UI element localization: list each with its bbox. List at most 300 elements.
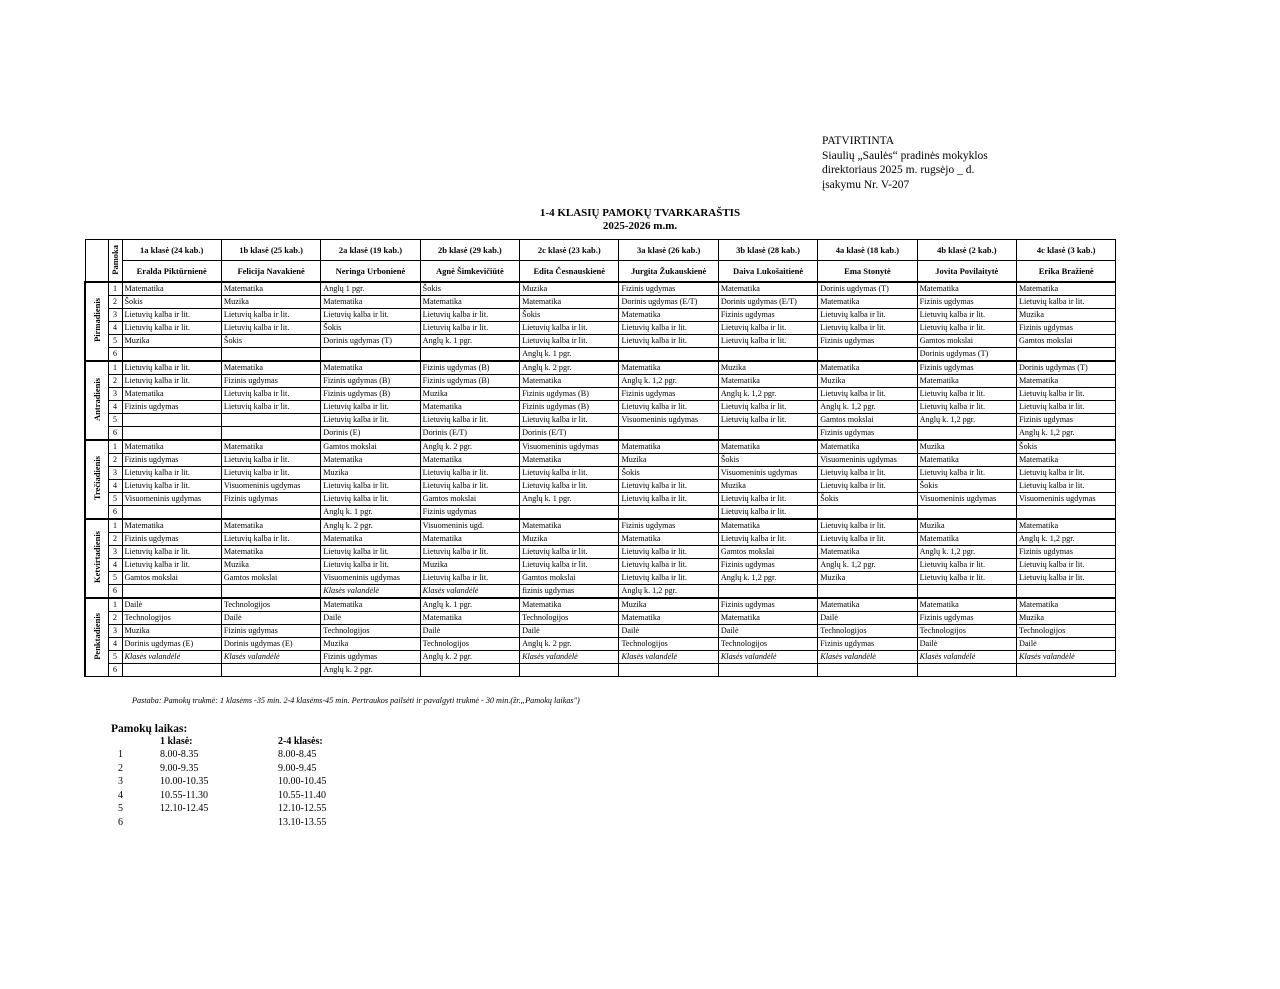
school-year: 2025-2026 m.m. (602, 220, 678, 232)
lesson-number: 3 (108, 309, 122, 322)
lesson-time-grade2-4: 13.10-13.55 (278, 816, 327, 828)
lesson-row (85, 454, 1116, 467)
subject-cell: Matematika (718, 375, 817, 388)
teacher-name: Erika Bražienė (1017, 261, 1116, 283)
subject-cell: Gamtos mokslai (718, 546, 817, 559)
subject-cell: Dorinis ugdymas (T) (818, 282, 917, 296)
lesson-times-title: Pamokų laikas: (111, 723, 188, 735)
subject-cell: Lietuvių kalba ir lit. (321, 493, 420, 506)
subject-cell: Šokis (520, 309, 619, 322)
subject-cell: Lietuvių kalba ir lit. (718, 493, 817, 506)
subject-cell: Dorinis (E) (321, 427, 420, 441)
subject-cell (718, 664, 817, 677)
subject-cell: Lietuvių kalba ir lit. (420, 572, 519, 585)
lesson-row (85, 493, 1116, 506)
subject-cell: Matematika (321, 454, 420, 467)
subject-cell: Šokis (122, 296, 221, 309)
lesson-number: 1 (108, 282, 122, 296)
subject-cell: Matematika (917, 598, 1016, 612)
subject-cell: Anglų k. 1,2 pgr. (917, 414, 1016, 427)
lesson-row (85, 480, 1116, 493)
subject-cell (619, 664, 718, 677)
lesson-number: 5 (108, 651, 122, 664)
subject-cell: Visuomeninis ugdymas (122, 493, 221, 506)
lesson-row (85, 296, 1116, 309)
subject-cell (718, 585, 817, 599)
class-header: 3a klasė (26 kab.) (619, 240, 718, 261)
subject-cell: Visuomeninis ugdymas (917, 493, 1016, 506)
subject-cell (718, 427, 817, 441)
subject-cell: Šokis (1017, 440, 1116, 454)
subject-cell: Fizinis ugdymas (718, 309, 817, 322)
lesson-time-row (110, 776, 358, 790)
times-header-grade2-4: 2-4 klasės: (278, 735, 323, 747)
day-header-corner (85, 240, 108, 283)
lesson-row (85, 625, 1116, 638)
lesson-time-row (110, 789, 358, 803)
subject-cell: Klasės valandėlė (321, 585, 420, 599)
subject-cell: Technologijos (619, 638, 718, 651)
subject-cell: Matematika (818, 296, 917, 309)
subject-cell (221, 414, 320, 427)
subject-cell: Lietuvių kalba ir lit. (917, 388, 1016, 401)
subject-cell: Matematika (818, 546, 917, 559)
subject-cell: Muzika (321, 467, 420, 480)
subject-cell: Klasės valandėlė (1017, 651, 1116, 664)
subject-cell: Klasės valandėlė (619, 651, 718, 664)
subject-cell: Lietuvių kalba ir lit. (1017, 480, 1116, 493)
subject-cell: Technologijos (122, 612, 221, 625)
subject-cell: Dailė (1017, 638, 1116, 651)
lesson-number: 4 (108, 559, 122, 572)
subject-cell: Matematika (917, 454, 1016, 467)
subject-cell: Dailė (718, 625, 817, 638)
subject-cell: Gamtos mokslai (321, 440, 420, 454)
subject-cell: Gamtos mokslai (1017, 335, 1116, 348)
subject-cell: Klasės valandėlė (520, 651, 619, 664)
subject-cell: Lietuvių kalba ir lit. (520, 546, 619, 559)
subject-cell (122, 664, 221, 677)
lesson-time-row (110, 762, 358, 776)
subject-cell: Fizinis ugdymas (122, 533, 221, 546)
subject-cell: Dailė (818, 612, 917, 625)
subject-cell: Lietuvių kalba ir lit. (420, 322, 519, 335)
subject-cell: Lietuvių kalba ir lit. (122, 322, 221, 335)
day-name: Ketvirtadienis (91, 531, 102, 583)
subject-cell: Matematika (221, 440, 320, 454)
subject-cell: Anglų k. 1,2 pgr. (917, 546, 1016, 559)
class-header: 4b klasė (2 kab.) (917, 240, 1016, 261)
lesson-time-number: 3 (118, 776, 123, 788)
subject-cell: Šokis (818, 493, 917, 506)
subject-cell: Muzika (122, 335, 221, 348)
lesson-number-label: Pamoka (110, 244, 120, 275)
subject-cell: Lietuvių kalba ir lit. (520, 335, 619, 348)
lesson-row (85, 546, 1116, 559)
subject-cell: Lietuvių kalba ir lit. (917, 467, 1016, 480)
lesson-time-grade1: 8.00-8.35 (160, 749, 199, 761)
class-header: 2a klasė (19 kab.) (321, 240, 420, 261)
subject-cell: Dorinis ugdymas (T) (1017, 361, 1116, 375)
teacher-name: Ema Stonytė (818, 261, 917, 283)
subject-cell: Matematika (619, 309, 718, 322)
subject-cell: Matematika (1017, 282, 1116, 296)
approval-line: direktoriaus 2025 m. rugsėjo _ d. (822, 164, 975, 177)
subject-cell (917, 664, 1016, 677)
subject-cell (1017, 664, 1116, 677)
timetable (84, 239, 1116, 677)
subject-cell: Lietuvių kalba ir lit. (420, 309, 519, 322)
subject-cell: Matematika (321, 361, 420, 375)
subject-cell: Matematika (1017, 454, 1116, 467)
subject-cell: Lietuvių kalba ir lit. (917, 572, 1016, 585)
subject-cell: Matematika (818, 361, 917, 375)
lesson-row (85, 559, 1116, 572)
lesson-times-table (110, 735, 358, 830)
subject-cell: Lietuvių kalba ir lit. (1017, 296, 1116, 309)
subject-cell: Klasės valandėlė (917, 651, 1016, 664)
subject-cell: Muzika (520, 533, 619, 546)
subject-cell: Dailė (420, 625, 519, 638)
subject-cell: Klasės valandėlė (221, 651, 320, 664)
subject-cell: Muzika (718, 480, 817, 493)
subject-cell: Dorinis ugdymas (E/T) (718, 296, 817, 309)
subject-cell: Lietuvių kalba ir lit. (520, 559, 619, 572)
subject-cell: Matematika (420, 454, 519, 467)
subject-cell: Muzika (818, 572, 917, 585)
subject-cell: Šokis (619, 467, 718, 480)
subject-cell (1017, 506, 1116, 520)
subject-cell: Lietuvių kalba ir lit. (520, 480, 619, 493)
subject-cell (221, 664, 320, 677)
footnote: Pastaba: Pamokų trukmė: 1 klasėms -35 min. 2-4 klasėms-45 min. Pertraukos pailsėti ir pavalgyti trukmė - 30 min.(žr.„Pamokų laikas") (132, 696, 580, 705)
subject-cell: Fizinis ugdymas (122, 401, 221, 414)
subject-cell: Visuomeninis ugdymas (221, 480, 320, 493)
subject-cell: Anglų 1 pgr. (321, 282, 420, 296)
subject-cell: Anglų k. 2 pgr. (420, 440, 519, 454)
subject-cell: Visuomeninis ugdymas (718, 467, 817, 480)
subject-cell: Anglų k. 2 pgr. (420, 651, 519, 664)
lesson-number: 6 (108, 585, 122, 599)
subject-cell: Matematika (520, 296, 619, 309)
lesson-time-row (110, 803, 358, 817)
subject-cell: Šokis (917, 480, 1016, 493)
subject-cell: Anglų k. 1,2 pgr. (1017, 427, 1116, 441)
subject-cell: Lietuvių kalba ir lit. (420, 546, 519, 559)
teacher-name: Edita Česnauskienė (520, 261, 619, 283)
subject-cell: Matematika (122, 440, 221, 454)
lesson-time-grade1: 9.00-9.35 (160, 762, 199, 774)
class-header: 2b klasė (29 kab.) (420, 240, 519, 261)
lesson-row (85, 401, 1116, 414)
lesson-number: 2 (108, 454, 122, 467)
subject-cell: Lietuvių kalba ir lit. (420, 480, 519, 493)
lesson-row (85, 309, 1116, 322)
subject-cell: Matematika (718, 282, 817, 296)
subject-cell: Lietuvių kalba ir lit. (122, 559, 221, 572)
day-label-cell (85, 282, 108, 361)
subject-cell: Matematika (818, 440, 917, 454)
subject-cell (818, 664, 917, 677)
subject-cell: Technologijos (718, 638, 817, 651)
subject-cell (122, 348, 221, 362)
subject-cell: Lietuvių kalba ir lit. (420, 467, 519, 480)
subject-cell: Visuomeninis ugd. (420, 519, 519, 533)
lesson-row (85, 427, 1116, 441)
subject-cell: Lietuvių kalba ir lit. (321, 414, 420, 427)
subject-cell: Gamtos mokslai (917, 335, 1016, 348)
subject-cell: Lietuvių kalba ir lit. (718, 322, 817, 335)
subject-cell: Dorinis ugdymas (E/T) (619, 296, 718, 309)
subject-cell: Lietuvių kalba ir lit. (221, 454, 320, 467)
subject-cell: Lietuvių kalba ir lit. (818, 467, 917, 480)
subject-cell (1017, 585, 1116, 599)
subject-cell: Fizinis ugdymas (221, 625, 320, 638)
times-header-grade1: 1 klasė: (160, 735, 193, 747)
subject-cell (221, 506, 320, 520)
lesson-time-grade2-4: 10.55-11.40 (278, 789, 326, 801)
day-label-cell (85, 361, 108, 440)
subject-cell: Anglų k. 1 pgr. (420, 598, 519, 612)
subject-cell (917, 585, 1016, 599)
subject-cell: Anglų k. 2 pgr. (321, 664, 420, 677)
lesson-number: 1 (108, 598, 122, 612)
lesson-time-grade1: 10.55-11.30 (160, 789, 208, 801)
subject-cell: Fizinis ugdymas (619, 388, 718, 401)
subject-cell: Matematika (917, 282, 1016, 296)
class-header: 4c klasė (3 kab.) (1017, 240, 1116, 261)
subject-cell: Matematika (420, 612, 519, 625)
lesson-time-number: 4 (118, 789, 123, 801)
subject-cell: Anglų k. 1,2 pgr. (718, 572, 817, 585)
subject-cell: Fizinis ugdymas (321, 651, 420, 664)
subject-cell: Lietuvių kalba ir lit. (520, 467, 619, 480)
lesson-number: 6 (108, 664, 122, 677)
subject-cell: Matematika (221, 519, 320, 533)
subject-cell: Fizinis ugdymas (1017, 322, 1116, 335)
lesson-time-grade2-4: 12.10-12.55 (278, 803, 327, 815)
subject-cell: Lietuvių kalba ir lit. (520, 414, 619, 427)
subject-cell: Klasės valandėlė (420, 585, 519, 599)
subject-cell: Matematika (917, 533, 1016, 546)
subject-cell: Dailė (917, 638, 1016, 651)
teacher-name: Agnė Šimkevičiūtė (420, 261, 519, 283)
subject-cell: Gamtos mokslai (221, 572, 320, 585)
subject-cell: Lietuvių kalba ir lit. (917, 309, 1016, 322)
subject-cell: Fizinis ugdymas (B) (420, 375, 519, 388)
subject-cell: Matematika (420, 296, 519, 309)
subject-cell: Lietuvių kalba ir lit. (122, 309, 221, 322)
subject-cell (122, 506, 221, 520)
lesson-row (85, 572, 1116, 585)
lesson-row (85, 612, 1116, 625)
lesson-number: 3 (108, 546, 122, 559)
subject-cell: Fizinis ugdymas (122, 454, 221, 467)
subject-cell: Lietuvių kalba ir lit. (221, 309, 320, 322)
subject-cell: Šokis (321, 322, 420, 335)
subject-cell: Lietuvių kalba ir lit. (917, 322, 1016, 335)
subject-cell (420, 348, 519, 362)
subject-cell: Lietuvių kalba ir lit. (619, 401, 718, 414)
subject-cell: Matematika (520, 375, 619, 388)
subject-cell: Anglų k. 1,2 pgr. (619, 585, 718, 599)
approval-block (822, 134, 988, 192)
subject-cell: Technologijos (818, 625, 917, 638)
subject-cell: Matematika (520, 519, 619, 533)
subject-cell: Fizinis ugdymas (718, 598, 817, 612)
subject-cell: Klasės valandėlė (718, 651, 817, 664)
subject-cell: Fizinis ugdymas (B) (321, 375, 420, 388)
class-header: 1b klasė (25 kab.) (221, 240, 320, 261)
lesson-number: 6 (108, 506, 122, 520)
subject-cell: Fizinis ugdymas (B) (520, 401, 619, 414)
subject-cell: Lietuvių kalba ir lit. (818, 322, 917, 335)
subject-cell: Lietuvių kalba ir lit. (818, 309, 917, 322)
subject-cell: Lietuvių kalba ir lit. (619, 335, 718, 348)
lesson-number: 3 (108, 388, 122, 401)
subject-cell (122, 414, 221, 427)
subject-cell: Dorinis ugdymas (T) (321, 335, 420, 348)
subject-cell: Dorinis (E/T) (420, 427, 519, 441)
subject-cell: Muzika (221, 296, 320, 309)
subject-cell: Lietuvių kalba ir lit. (221, 322, 320, 335)
subject-cell: Matematika (321, 598, 420, 612)
lesson-row (85, 348, 1116, 362)
lesson-time-row (110, 749, 358, 763)
subject-cell: Dailė (520, 625, 619, 638)
subject-cell (520, 506, 619, 520)
subject-cell: Lietuvių kalba ir lit. (1017, 388, 1116, 401)
subject-cell: Fizinis ugdymas (420, 506, 519, 520)
subject-cell: Lietuvių kalba ir lit. (221, 388, 320, 401)
lesson-time-row (110, 816, 358, 830)
title-line: 1-4 KLASIŲ PAMOKŲ TVARKARAŠTIS (539, 207, 741, 219)
subject-cell: Lietuvių kalba ir lit. (1017, 572, 1116, 585)
teacher-name: Daiva Lukošaitienė (718, 261, 817, 283)
subject-cell: Dorinis ugdymas (E) (122, 638, 221, 651)
lesson-time-grade1: 12.10-12.45 (160, 803, 209, 815)
lesson-number: 6 (108, 427, 122, 441)
subject-cell: Muzika (718, 361, 817, 375)
subject-cell: Dorinis ugdymas (E) (221, 638, 320, 651)
lesson-row (85, 664, 1116, 677)
subject-cell: Lietuvių kalba ir lit. (718, 414, 817, 427)
subject-cell: Fizinis ugdymas (818, 427, 917, 441)
subject-cell: Lietuvių kalba ir lit. (619, 572, 718, 585)
subject-cell: Gamtos mokslai (122, 572, 221, 585)
subject-cell: Dorinis (E/T) (520, 427, 619, 441)
lesson-number: 4 (108, 638, 122, 651)
subject-cell: Matematika (917, 375, 1016, 388)
subject-cell: Anglų k. 1 pgr. (520, 348, 619, 362)
subject-cell: Muzika (619, 598, 718, 612)
approval-line: Siaulių „Saulės“ pradinės mokyklos (822, 149, 988, 162)
lesson-number: 1 (108, 440, 122, 454)
subject-cell: Fizinis ugdymas (1017, 546, 1116, 559)
subject-cell: Matematika (420, 533, 519, 546)
subject-cell: Fizinis ugdymas (818, 638, 917, 651)
subject-cell: Anglų k. 1,2 pgr. (1017, 533, 1116, 546)
subject-cell: Technologijos (1017, 625, 1116, 638)
lesson-row (85, 361, 1116, 375)
lesson-number: 5 (108, 335, 122, 348)
subject-cell: Lietuvių kalba ir lit. (619, 493, 718, 506)
subject-cell: Fizinis ugdymas (221, 375, 320, 388)
subject-cell: Matematika (1017, 375, 1116, 388)
subject-cell: Fizinis ugdymas (619, 519, 718, 533)
lesson-time-number: 5 (118, 803, 123, 815)
subject-cell: Matematika (619, 361, 718, 375)
lesson-number: 5 (108, 572, 122, 585)
subject-cell: Fizinis ugdymas (718, 559, 817, 572)
lesson-number: 4 (108, 322, 122, 335)
lesson-time-grade1 (160, 816, 278, 830)
subject-cell: Anglų k. 2 pgr. (520, 361, 619, 375)
subject-cell (321, 348, 420, 362)
subject-cell (818, 506, 917, 520)
lesson-number: 4 (108, 401, 122, 414)
subject-cell: Lietuvių kalba ir lit. (122, 480, 221, 493)
subject-cell: Gamtos mokslai (520, 572, 619, 585)
subject-cell: Fizinis ugdymas (619, 282, 718, 296)
subject-cell (917, 427, 1016, 441)
lesson-time-number: 1 (118, 749, 123, 761)
subject-cell: Klasės valandėlė (818, 651, 917, 664)
subject-cell: Fizinis ugdymas (B) (520, 388, 619, 401)
lesson-row (85, 335, 1116, 348)
subject-cell: Fizinis ugdymas (221, 493, 320, 506)
subject-cell: Lietuvių kalba ir lit. (1017, 467, 1116, 480)
subject-cell: Lietuvių kalba ir lit. (619, 480, 718, 493)
subject-cell: Matematika (718, 519, 817, 533)
subject-cell (1017, 348, 1116, 362)
subject-cell: Anglų k. 1,2 pgr. (818, 401, 917, 414)
subject-cell: Lietuvių kalba ir lit. (1017, 401, 1116, 414)
subject-cell: Lietuvių kalba ir lit. (321, 546, 420, 559)
subject-cell (619, 506, 718, 520)
subject-cell: Šokis (420, 282, 519, 296)
subject-cell: Anglų k. 1,2 pgr. (619, 375, 718, 388)
subject-cell: Matematika (520, 598, 619, 612)
subject-cell: Matematika (420, 401, 519, 414)
day-label-cell (85, 519, 108, 598)
approval-line: PATVIRTINTA (822, 135, 895, 147)
subject-cell: Anglų k. 1 pgr. (520, 493, 619, 506)
lesson-row (85, 388, 1116, 401)
subject-cell: Lietuvių kalba ir lit. (321, 559, 420, 572)
subject-cell: Dailė (122, 598, 221, 612)
subject-cell: Anglų k. 1,2 pgr. (718, 388, 817, 401)
subject-cell: Lietuvių kalba ir lit. (917, 401, 1016, 414)
lesson-row (85, 506, 1116, 520)
subject-cell: Fizinis ugdymas (917, 612, 1016, 625)
subject-cell: Matematika (718, 440, 817, 454)
subject-cell: Matematika (619, 440, 718, 454)
subject-cell: Anglų k. 2 pgr. (520, 638, 619, 651)
lesson-row (85, 440, 1116, 454)
subject-cell: Lietuvių kalba ir lit. (1017, 559, 1116, 572)
subject-cell (818, 348, 917, 362)
lesson-time-grade2-4: 10.00-10.45 (278, 776, 327, 788)
subject-cell: Lietuvių kalba ir lit. (619, 559, 718, 572)
subject-cell (221, 585, 320, 599)
subject-cell: Matematika (718, 612, 817, 625)
subject-cell: Technologijos (917, 625, 1016, 638)
times-header-blank (110, 735, 160, 749)
lesson-row (85, 585, 1116, 599)
lesson-row (85, 322, 1116, 335)
subject-cell: Muzika (420, 559, 519, 572)
